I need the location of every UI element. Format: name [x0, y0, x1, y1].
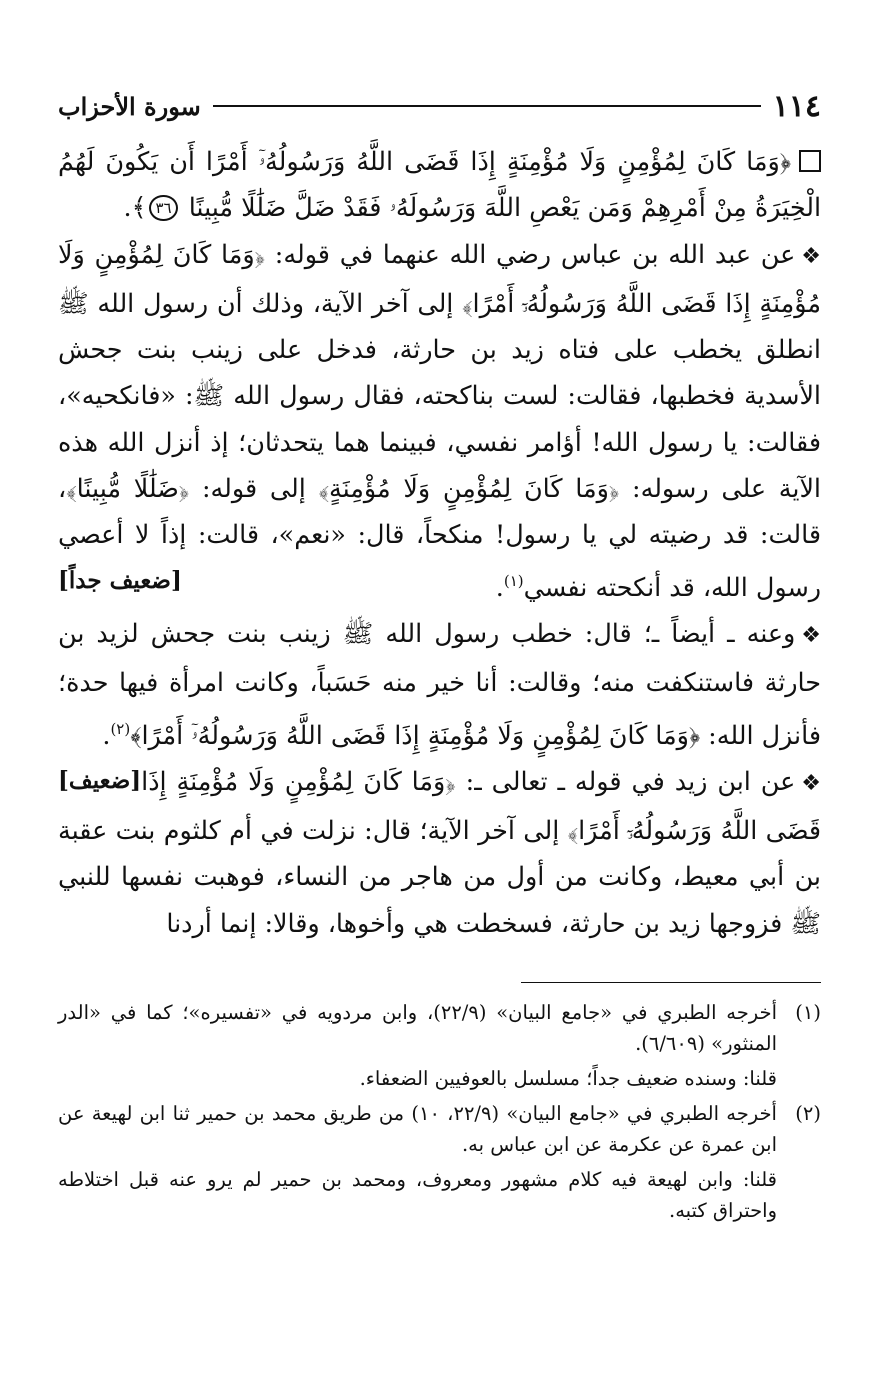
- narration-text-3: عن ابن زيد في قوله ـ تعالى ـ: ﴿وَمَا كَانَ لِمُؤْمِنٍ وَلَا مُؤْمِنَةٍ إِذَا قَضَى اللَّهُ وَرَسُولُهُۥٓ أَمْرًا﴾ إلى آخر الآية؛ قال: نزلت في أم كلثوم بنت عقبة بن أبي معيط، وكانت من أول من هاجر من النساء، فوهبت نفسها للنبي ﷺ فزوجها زيد بن حارثة، فسخطت هي وأخوها، وقالا: إنما أردنا: [58, 765, 821, 938]
- running-header: [58, 86, 821, 126]
- footnote-separator: [521, 982, 821, 983]
- narration-paragraph-3: [58, 758, 821, 946]
- square-marker-icon: [799, 150, 821, 172]
- diamond-bullet-icon: ❖: [801, 622, 821, 648]
- diamond-bullet-icon: ❖: [801, 243, 821, 269]
- footnote-number: (١): [795, 1001, 821, 1025]
- main-text: [58, 138, 821, 946]
- verse-number: ٣٦: [149, 195, 177, 221]
- footnote-ref-2: (٢): [110, 719, 131, 738]
- footnote-note: قلنا: وسنده ضعيف جداً؛ مسلسل بالعوفيين الضعفاء.: [359, 1067, 777, 1091]
- footnote-note: قلنا: وابن لهيعة فيه كلام مشهور ومعروف، ومحمد بن حمير لم يرو عنه قبل اختلاطه واحتراق كتبه.: [58, 1168, 777, 1223]
- narration-paragraph-1: [58, 231, 821, 610]
- footnote-2: [58, 1098, 821, 1160]
- grade-badge-1: [ضعيف جداً]: [58, 566, 182, 594]
- footnote-ref-1: (١): [503, 571, 524, 590]
- page-number: ١١٤: [772, 88, 821, 124]
- footnote-text: أخرجه الطبري في «جامع البيان» (٢٢/٩)، وابن مردويه في «تفسيره»؛ كما في «الدر المنثور» (٦/٦٠٩).: [58, 1001, 778, 1056]
- surah-title: سورة الأحزاب: [58, 91, 201, 121]
- diamond-bullet-icon: ❖: [801, 770, 821, 796]
- footnote-number: (٢): [795, 1102, 821, 1126]
- grade-badge-2: [ضعيف]: [58, 766, 142, 794]
- verse-text: ﴿وَمَا كَانَ لِمُؤْمِنٍ وَلَا مُؤْمِنَةٍ إِذَا قَضَى اللَّهُ وَرَسُولُهُۥٓ أَمْرًا أَن يَكُونَ لَهُمُ الْخِيَرَةُ مِنْ أَمْرِهِمْ وَمَن يَعْصِ اللَّهَ وَرَسُولَهُۥ فَقَدْ ضَلَّ ضَلَٰلًا مُّبِينًا: [58, 146, 821, 223]
- footnote-text: أخرجه الطبري في «جامع البيان» (٢٢/٩، ١٠) من طريق محمد بن حمير ثنا ابن لهيعة عن ابن عمرة عن عكرمة عن ابن عباس به.: [58, 1102, 777, 1157]
- verse-paragraph: [58, 138, 821, 231]
- narration-end-2: .: [102, 719, 111, 750]
- verse-closing: ﴾.: [123, 192, 147, 223]
- footnotes: [58, 997, 821, 1226]
- narration-paragraph-2: [58, 610, 821, 794]
- header-rule: [213, 105, 761, 107]
- narration-text-2: وعنه ـ أيضاً ـ؛ قال: خطب رسول الله ﷺ زينب بنت جحش لزيد بن حارثة فاستنكفت منه؛ وقالت: أنا خير منه حَسَباً، وكانت امرأة فيها حدة؛ فأنزل الله: ﴿وَمَا كَانَ لِمُؤْمِنٍ وَلَا مُؤْمِنَةٍ إِذَا قَضَى اللَّهُ وَرَسُولُهُۥٓ أَمْرًا﴾: [58, 617, 821, 750]
- narration-text-1: عن عبد الله بن عباس رضي الله عنهما في قوله: ﴿وَمَا كَانَ لِمُؤْمِنٍ وَلَا مُؤْمِنَةٍ إِذَا قَضَى اللَّهُ وَرَسُولُهُۥٓ أَمْرًا﴾ إلى آخر الآية، وذلك أن رسول الله ﷺ انطلق يخطب على فتاه زيد بن حارثة، فدخل على زينب بنت جحش الأسدية فخطبها، فقالت: لست بناكحته، فقال رسول الله ﷺ: «فانكحيه»، فقالت: يا رسول الله! أؤامر نفسي، فبينما هما يتحدثان؛ إذ أنزل الله هذه الآية على رسوله: ﴿وَمَا كَانَ لِمُؤْمِنٍ وَلَا مُؤْمِنَةٍ﴾ إلى قوله: ﴿ضَلَٰلًا مُّبِينًا﴾، قالت: قد رضيته لي يا رسول! منكحاً، قال: «نعم»، قالت: إذاً لا أعصي رسول الله، قد أنكحته نفسي: [58, 238, 821, 602]
- narration-end-1: .: [495, 571, 504, 602]
- footnote-1: [58, 997, 821, 1059]
